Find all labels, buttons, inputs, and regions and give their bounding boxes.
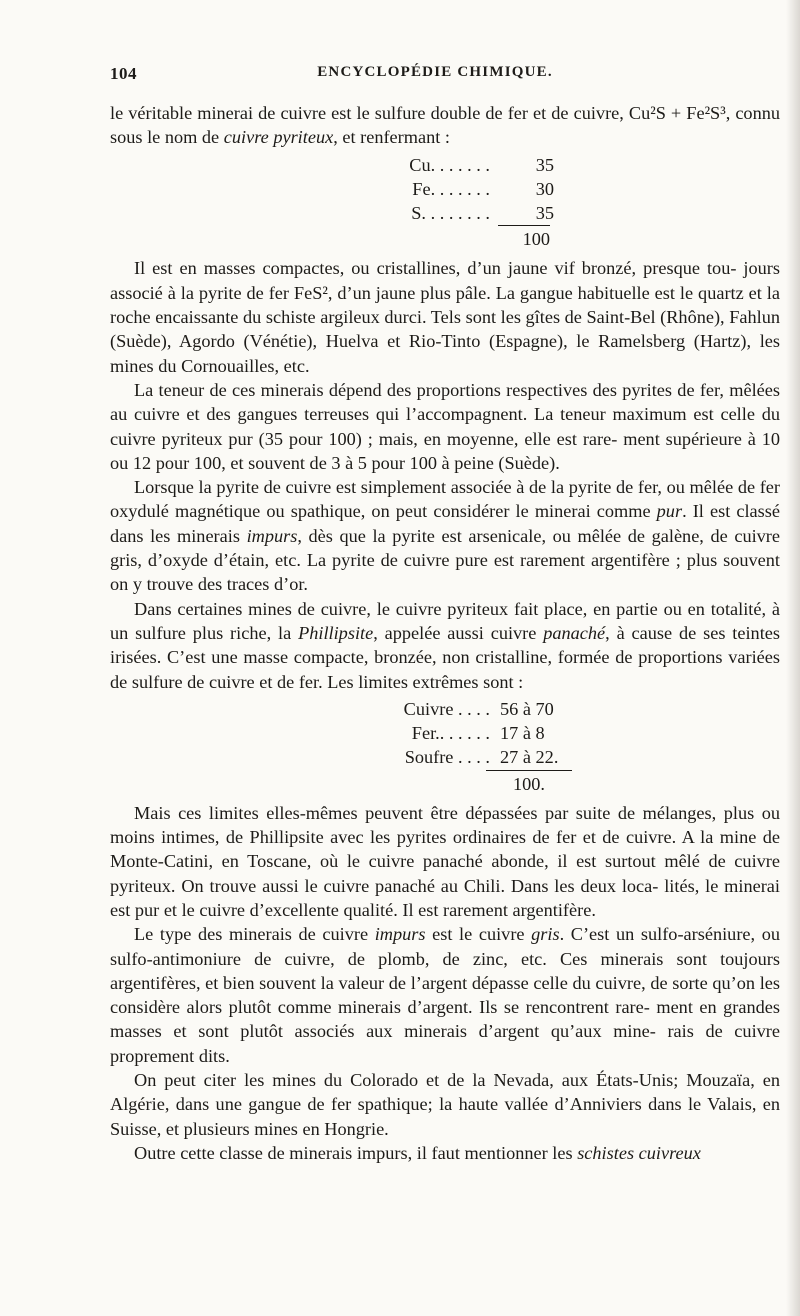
paragraph-1: [110, 101, 780, 150]
italic-term: gris: [531, 924, 560, 945]
element-value: 56 à 70: [500, 698, 554, 719]
text-run: , à cause de ses teintes irisées. C’est une masse compacte, bronzée, non cristalline, formée de proportions variées de sulfure de cuivre et de fer. Les limites extrêmes sont :: [110, 622, 781, 692]
text-run: Le type des minerais de cuivre: [134, 924, 375, 945]
composition-row: [110, 721, 780, 745]
text-run: . Il est classé dans les minerais: [110, 501, 781, 546]
element-name: Cu. . . . . . .: [409, 154, 490, 175]
paragraph-6: Mais ces limites elles-mêmes peuvent être dépassées par suite de mélanges, plus ou moins intimes, de Phillipsite avec les pyrites ordinaires de fer et de cuivre. A la mine de Monte-Catini, en Toscane, où le cuivre panaché abonde, il est surtout mêlé de cuivre pyriteux. On trouve aussi le cuivre panaché au Chili. Dans les deux loca- lités, le minerai est pur et le cuivre d’excellente qualité. Il est rarement argentifère.: [110, 802, 780, 920]
composition-total: 100: [498, 225, 550, 252]
page-edge-shadow: [786, 0, 800, 1316]
composition-row: [110, 177, 780, 201]
italic-term: schistes cuivreux: [577, 1142, 701, 1163]
page-number: 104: [110, 64, 137, 83]
composition-row: [110, 201, 780, 225]
element-value: 35: [535, 154, 554, 175]
composition-total: 100.: [486, 770, 572, 797]
paragraph-8: On peut citer les mines du Colorado et de la Nevada, aux États-Unis; Mouzaïa, en Algérie, dans une gangue de fer spathique; la haute vallée d’Anniviers dans le Valais, en Suisse, et plusieurs mines en Hongrie.: [110, 1069, 780, 1139]
element-name: Soufre . . . .: [404, 747, 490, 768]
paragraph-4: [110, 475, 780, 596]
composition-row: [110, 745, 780, 769]
text-run: . C’est un sulfo-arséniure, ou sulfo-antimoniure de cuivre, de plomb, de zinc, etc. Ces minerais sont toujours argentifères, et bien souvent la valeur de l’argent dépasse celle du cuivre, de sorte qu’on les considère alors plutôt comme minerais d’argent. Ils se rencontrent rare- ment en grandes masses et sont plutôt associés aux minerais d’argent qu’aux mine- rais de cuivre proprement dits.: [110, 924, 780, 1066]
italic-term: panaché: [543, 622, 606, 643]
element-name: Cuivre . . . .: [403, 698, 490, 719]
italic-term: pur: [656, 501, 683, 522]
italic-term: impurs: [374, 924, 426, 945]
element-value: 30: [535, 178, 554, 199]
paragraph-7: [110, 922, 780, 1068]
paragraph-5: [110, 597, 780, 694]
text-run: Lorsque la pyrite de cuivre est simplement associée à de la pyrite de fer, ou mêlée de fer oxydulé magnétique ou spathique, on peut considérer le minerai comme: [110, 477, 780, 522]
page-header: [110, 64, 760, 90]
text-run: Outre cette classe de minerais impurs, il faut mentionner les: [134, 1142, 578, 1163]
element-name: Fer.. . . . . .: [411, 723, 490, 744]
text-run: , et renfermant :: [333, 127, 450, 148]
composition-row: [110, 153, 780, 177]
text-run: , appelée aussi cuivre: [373, 622, 544, 643]
composition-row: [110, 697, 780, 721]
element-name: S. . . . . . . .: [411, 203, 490, 224]
text-run: , dès que la pyrite est arsenicale, ou mêlée de galène, de cuivre gris, d’oxyde d’étain, etc. La pyrite de cuivre pure est rarement argentifère ; plus souvent on y trouve des traces d’or.: [110, 525, 781, 595]
element-value: 27 à 22.: [500, 747, 559, 768]
composition-table-1: [110, 153, 780, 253]
italic-term: Phillipsite: [298, 622, 374, 643]
page-body: [110, 101, 780, 1165]
paragraph-3: La teneur de ces minerais dépend des proportions respectives des pyrites de fer, mêlées au cuivre et des gangues terreuses qui l’accompagnent. La teneur maximum est celle du cuivre pyriteux pur (35 pour 100) ; mais, en moyenne, elle est rare- ment supérieure à 10 ou 12 pour 100, et souvent de 3 à 5 pour 100 à peine (Suède).: [110, 379, 780, 473]
element-name: Fe. . . . . . .: [412, 178, 490, 199]
italic-term: cuivre pyriteux: [223, 127, 334, 148]
text-run: Dans certaines mines de cuivre, le cuivre pyriteux fait place, en partie ou en totalité, à un sulfure plus riche, la: [110, 598, 780, 643]
composition-table-2: [110, 697, 780, 797]
paragraph-9: [110, 1141, 780, 1165]
running-title: ENCYCLOPÉDIE CHIMIQUE.: [317, 64, 553, 80]
text-run: est le cuivre: [425, 924, 532, 945]
paragraph-2: Il est en masses compactes, ou cristallines, d’un jaune vif bronzé, presque tou- jours associé à la pyrite de fer FeS², d’un jaune plus pâle. La gangue habituelle est le quartz et la roche encaissante du schiste argileux durci. Tels sont les gîtes de Saint-Bel (Rhône), Fahlun (Suède), Agordo (Vénétie), Huelva et Rio-Tinto (Espagne), le Ramelsberg (Hartz), les mines du Cornouailles, etc.: [110, 258, 780, 376]
element-value: 35: [535, 203, 554, 224]
element-value: 17 à 8: [500, 723, 545, 744]
text-run: le véritable minerai de cuivre est le sulfure double de fer et de cuivre, Cu²S + Fe²S³, connu sous le nom de: [110, 103, 780, 148]
italic-term: impurs: [246, 525, 298, 546]
